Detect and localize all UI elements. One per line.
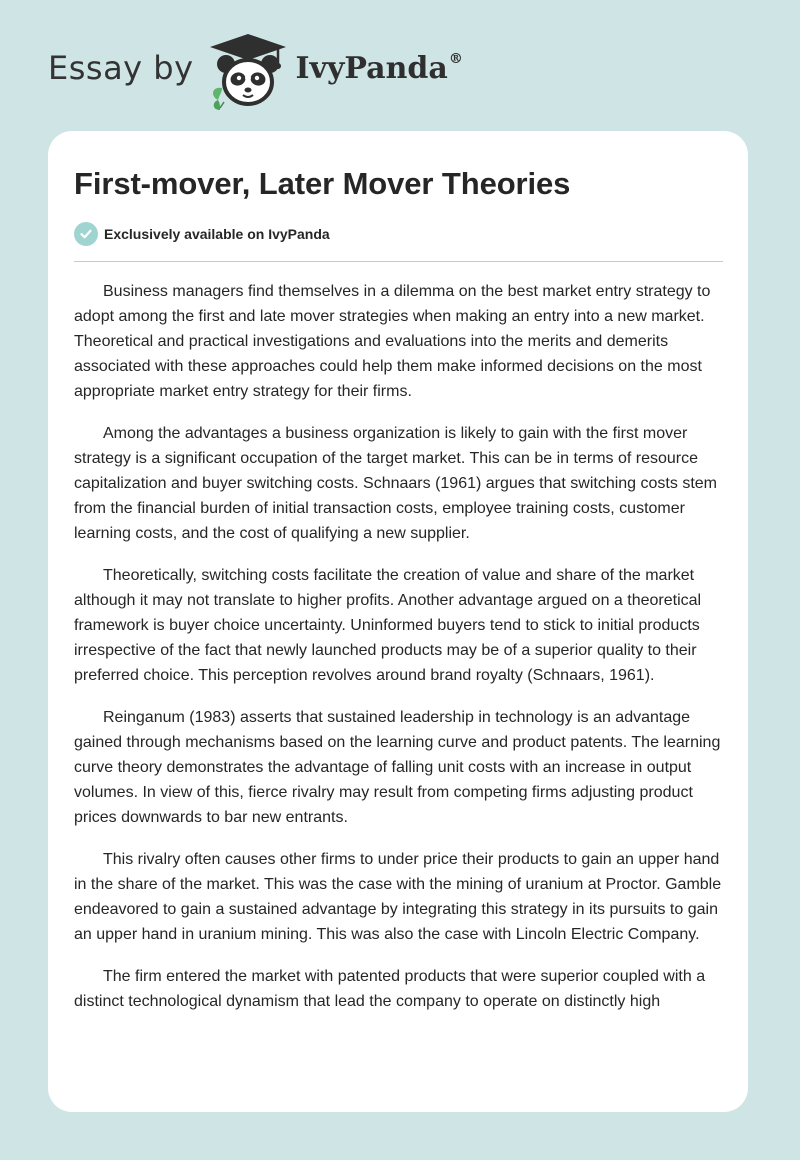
essay-by-label: Essay by — [48, 49, 194, 87]
checkmark-icon — [74, 222, 98, 246]
brand-name[interactable] — [296, 51, 463, 86]
paragraph: Theoretically, switching costs facilitate the creation of value and share of the market although it may not translate to higher profits. Another advantage argued on a theoretical framework is buyer choice uncertainty. Uninformed buyers tend to stick to initial products irrespective of the fact that newly launched products may be of a superior quality to their preferred choice. This perception revolves around brand royalty (Schnaars, 1961). — [74, 567, 702, 684]
registered-mark: ® — [448, 50, 463, 67]
exclusive-badge — [74, 222, 330, 246]
paragraph: Reinganum (1983) asserts that sustained leadership in technology is an advantage gained through mechanisms based on the learning curve and product patents. The learning curve theory demonstrates the advantage of falling unit costs with an increase in output volumes. In view of this, fierce rivalry may result from competing firms adjusting product prices downwards to bar new entrants. — [74, 709, 721, 826]
essay-body — [74, 279, 724, 1031]
ivypanda-logo-icon[interactable] — [206, 30, 290, 110]
title-divider — [74, 261, 723, 262]
paragraph: Among the advantages a business organization is likely to gain with the first mover strategy is a significant occupation of the target market. This can be in terms of resource capitalization and buyer switching costs. Schnaars (1961) argues that switching costs stem from the financial burden of initial transaction costs, employee training costs, customer learning costs, and the cost of qualifying a new supplier. — [74, 425, 717, 542]
site-header — [48, 30, 463, 110]
essay-card — [48, 131, 748, 1112]
exclusive-badge-label: Exclusively available on IvyPanda — [104, 226, 330, 242]
page-title: First-mover, Later Mover Theories — [74, 166, 571, 201]
brand-name-text: IvyPanda — [295, 50, 448, 86]
paragraph: The firm entered the market with patented products that were superior coupled with a distinct technological dynamism that lead the company to operate on distinctly high — [74, 968, 706, 1010]
paragraph: Business managers find themselves in a dilemma on the best market entry strategy to adopt among the first and late mover strategies when making an entry into a new market. Theoretical and practical investigations and evaluations into the merits and demerits associated with these approaches could help them make informed decisions on the most appropriate market entry strategy for their firms. — [74, 283, 711, 400]
paragraph: This rivalry often causes other firms to under price their products to gain an upper hand in the share of the market. This was the case with the mining of uranium at Proctor. Gamble endeavored to gain a sustained advantage by integrating this strategy in its pursuits to gain an upper hand in uranium mining. This was also the case with Lincoln Electric Company. — [74, 851, 722, 943]
